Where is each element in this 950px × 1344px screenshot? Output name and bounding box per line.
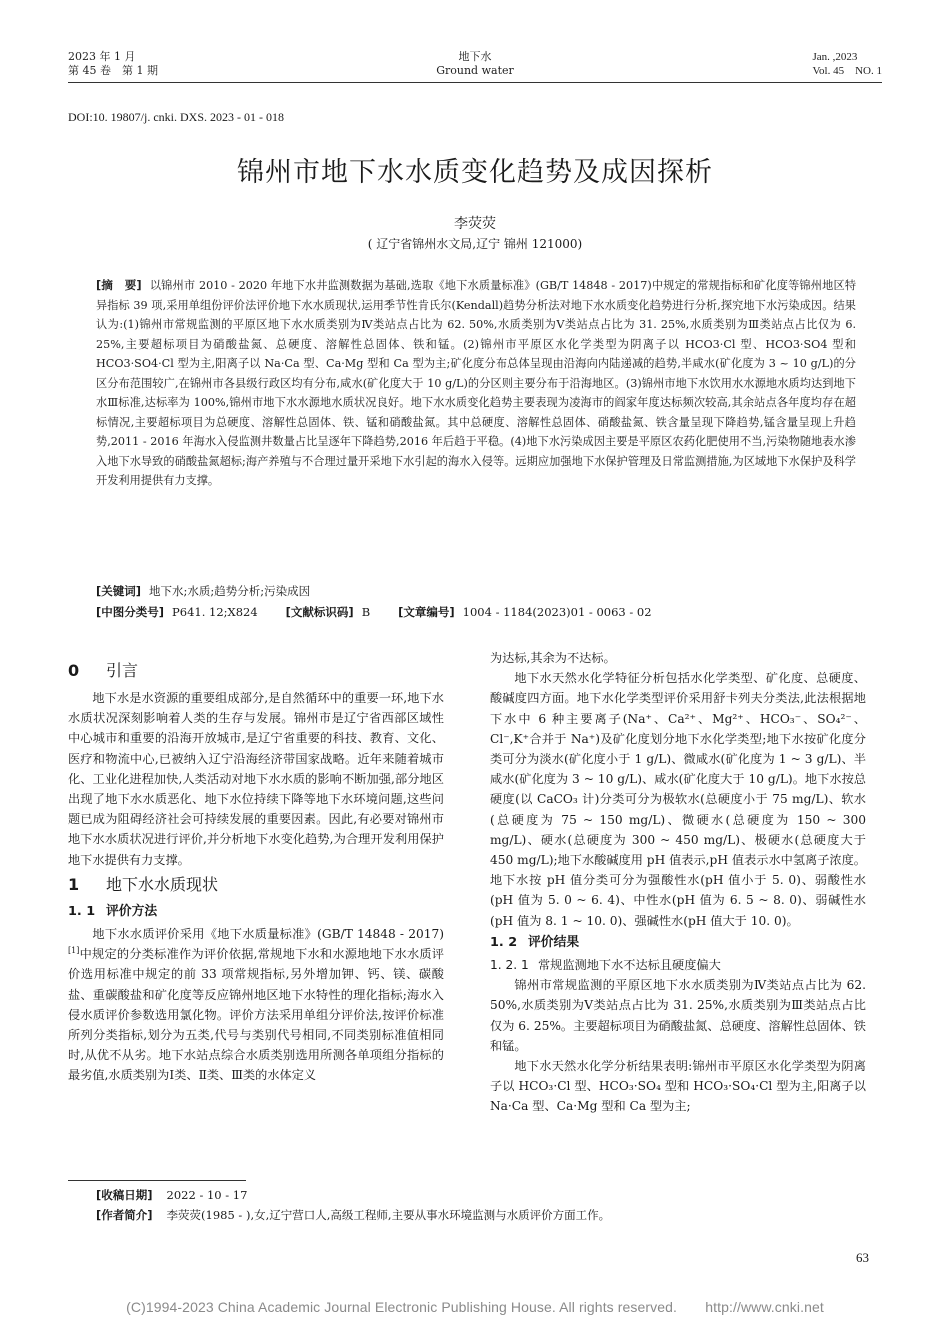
header-date-en: Jan. ,2023 [812,51,858,63]
citation-ref[interactable]: [1] [68,946,80,956]
subsubsection-heading [490,955,866,975]
received-label: [收稿日期] [96,1188,153,1202]
header-volume-en: Vol. 45 NO. 1 [812,65,882,77]
hydrochemistry-paragraph: 地下水天然水化学特征分析包括水化学类型、矿化度、总硬度、酸碱度四方面。地下水化学类型评价采用舒卡列夫分类法,此法根据地下水中 6 种主要离子(Na⁺、Ca²⁺、Mg²⁺、HCO₃⁻、SO₄²⁻、Cl⁻,K⁺合并于 Na⁺)及矿化度划分地下水化学类型;地下水按矿化度分类可分为淡水(矿化度小于 1 g/L)、微咸水(矿化度为 1 ~ 3 g/L)、半咸水(矿化度为 3 ~ 10 g/L)、咸水(矿化度大于 10 g/L)。地下水按总硬度(以 CaCO₃ 计)分类可分为极软水(总硬度小于 75 mg/L)、软水(总硬度为 75 ~ 150 mg/L)、微硬水(总硬度为 150 ~ 300 mg/L)、硬水(总硬度为 300 ~ 450 mg/L)、极硬水(总硬度大于 450 mg/L);地下水酸碱度用 pH 值表示,pH 值表示水中氢离子浓度。地下水按 pH 值分类可分为强酸性水(pH 值小于 5. 0)、弱酸性水(pH 值为 5. 0 ~ 6. 4)、中性水(pH 值为 6. 5 ~ 8. 0)、弱碱性水(pH 值为 8. 1 ~ 10. 0)、强碱性水(pH 值大于 10. 0)。 [490,671,866,928]
subsection-number: 1. 1 [68,903,96,919]
subsection-heading-method [68,902,444,922]
abstract [96,276,856,491]
method-text-b: 中规定的分类标准作为评价依据,常规地下水和水源地地下水水质评价选用标准中规定的前 33 项常规指标,另外增加钾、钙、镁、碳酸盐、重碳酸盐和矿化度等反应锦州地区地下水特性的理化指标;海水入侵水质评价参数选用氯化物。评价方法采用单组分评价法,按评价标准所列分类指标,划分为五类,代号与类别代号相同,不同类别标准值相同时,从优不从劣。地下水站点综合水质类别选用所测各单项组分指标的最劣值,水质类别为Ⅰ类、Ⅱ类、Ⅲ类的水体定义 [68,947,444,1083]
intro-paragraph: 地下水是水资源的重要组成部分,是自然循环中的重要一环,地下水水质状况深刻影响着人类的生存与发展。锦州市是辽宁省西部区域性中心城市和重要的沿海开放城市,是辽宁省重要的科技、教育、文化、医疗和物流中心,已被纳入辽宁沿海经济带国家战略。近年来随着城市化、工业化进程加快,人类活动对地下水水质的影响不断加强,部分地区出现了地下水水质恶化、地下水位持续下降等地下水环境问题,这些问题已成为阻碍经济社会可持续发展的重要因素。因此,有必要对锦州市地下水水质状况进行评价,并分析地下水变化趋势,为合理开发利用保护地下水提供有力支撑。 [68,691,444,867]
clc-label: [中图分类号] [96,605,165,619]
received-value: 2022 - 10 - 17 [166,1188,248,1202]
section-number: 0 [68,661,80,680]
subsection-heading-results [490,933,866,953]
running-header-right [813,50,882,78]
clc-value: P641. 12;X824 [172,605,258,619]
results-paragraph-2: 地下水天然水化学分析结果表明:锦州市平原区水化学类型为阴离子以 HCO₃·Cl 型、HCO₃·SO₄ 型和 HCO₃·SO₄·Cl 型为主,阳离子以 Na·Ca 型、Ca·Mg 型和 Ca 型为主; [490,1059,866,1114]
section-heading-status [68,874,444,896]
body-column-left [68,654,444,1086]
received-date [96,1187,247,1203]
article-title: 锦州市地下水水质变化趋势及成因探析 [237,157,713,188]
subsubsection-number: 1. 2. 1 [490,958,529,973]
subsection-title: 评价结果 [528,934,580,950]
keywords-text: 地下水;水质;趋势分析;污染成因 [149,584,311,598]
doi: DOI:10. 19807/j. cnki. DXS. 2023 - 01 - 018 [68,110,284,124]
header-divider [68,82,882,83]
keywords-label: [关键词] [96,584,142,598]
copyright-notice: (C)1994-2023 China Academic Journal Electronic Publishing House. All rights reserved. http://www.cnki.net [126,1299,824,1315]
section-heading-intro [68,660,444,682]
subsection-title: 评价方法 [106,903,158,919]
page-number: 63 [856,1250,869,1265]
keywords [96,583,310,599]
bio-value: 李荧荧(1985 - ),女,辽宁营口人,高级工程师,主要从事水环境监测与水质评价方面工作。 [166,1208,611,1222]
method-paragraph [68,924,444,1086]
section-title: 地下水水质现状 [106,874,219,894]
bio-label: [作者简介] [96,1208,153,1222]
author-name: 李荧荧 [454,216,496,232]
subsubsection-title: 常规监测地下水不达标且硬度偏大 [538,958,721,973]
abstract-text: 以锦州市 2010 - 2020 年地下水井监测数据为基础,选取《地下水质量标准》(GB/T 14848 - 2017)中规定的常规指标和矿化度等锦州地区特异指标 39 项,采用单组份评价法评价地下水水质现状,运用季节性肯氏尔(Kendall)趋势分析法对地下水水质变化趋势进行分析,探究地下水污染成因。结果认为:(1)锦州市常规监测的平原区地下水水质类别为Ⅳ类站点占比为 62. 50%,水质类别为Ⅴ类站点占比为 31. 25%,水质类别为Ⅲ类站点占比仅为 6. 25%,主要超标项目为硝酸盐氮、总硬度、溶解性总固体、铁和锰。(2)锦州市平原区水化学类型为阴离子以 HCO3·Cl 型、HCO3·SO4 型和 HCO3·SO4·Cl 型为主,阳离子以 Na·Ca 型、Ca·Mg 型和 Ca 型为主;矿化度分布总体呈现由沿海向内陆递减的趋势,半咸水(矿化度为 3 ~ 10 g/L)的分区分布范围较广,在锦州市各县级行政区均有分布,咸水(矿化度大于 10 g/L)的分区则主要分布于沿海地区。(3)锦州市地下水饮用水水源地水质均达到地下水Ⅲ标准,达标率为 100%,锦州市地下水水源地水质状况良好。地下水水质变化趋势主要表现为凌海市的阎家年度达标频次较高,其余站点各年度均存在超标情况,主要超标项目为总硬度、溶解性总固体、铁、锰和硝酸盐氮。其中总硬度、溶解性总固体、硝酸盐氮、铁含量呈现下降趋势,锰含量呈现上升趋势,2011 - 2016 年海水入侵监测井数量占比呈逐年下降趋势,2016 年后趋于平稳。(4)地下水污染成因主要是平原区农药化肥使用不当,污染物随地表水渗入地下水导致的硝酸盐氮超标;海产养殖与不合理过量开采地下水引起的海水入侵等。远期应加强地下水保护管理及日常监测措施,为区域地下水保护及科学开发利用提供有力支撑。 [96,279,857,487]
subsection-number: 1. 2 [490,934,518,950]
journal-name-en: Ground water [436,64,514,77]
header-volume: 第 45 卷 第 1 期 [68,64,158,77]
section-number: 1 [68,874,80,894]
method-text-a: 地下水水质评价采用《地下水质量标准》(GB/T 14848 - 2017) [92,927,444,942]
method-paragraph-cont: 为达标,其余为不达标。 [490,651,616,665]
author-bio [96,1207,610,1223]
footnote-divider [68,1180,246,1181]
results-paragraph-1: 锦州市常规监测的平原区地下水水质类别为Ⅳ类站点占比为 62. 50%,水质类别为Ⅴ类站点占比为 31. 25%,水质类别为Ⅲ类站点占比仅为 6. 25%。主要超标项目为硝酸盐氮、总硬度、溶解性总固体、铁和锰。 [490,978,866,1053]
abstract-label: [摘 要] [96,278,142,292]
doc-code-value: B [361,605,371,619]
doc-code-label: [文献标识码] [285,605,354,619]
article-number-value: 1004 - 1184(2023)01 - 0063 - 02 [462,605,652,619]
article-number-label: [文章编号] [398,605,455,619]
header-date: 2023 年 1 月 [68,50,136,63]
running-header-center [0,50,950,78]
classification-line [96,604,856,620]
body-column-right [490,648,866,1117]
section-title: 引言 [106,661,139,680]
author-affiliation: ( 辽宁省锦州水文局,辽宁 锦州 121000) [367,237,583,251]
journal-name-cn: 地下水 [458,50,492,63]
